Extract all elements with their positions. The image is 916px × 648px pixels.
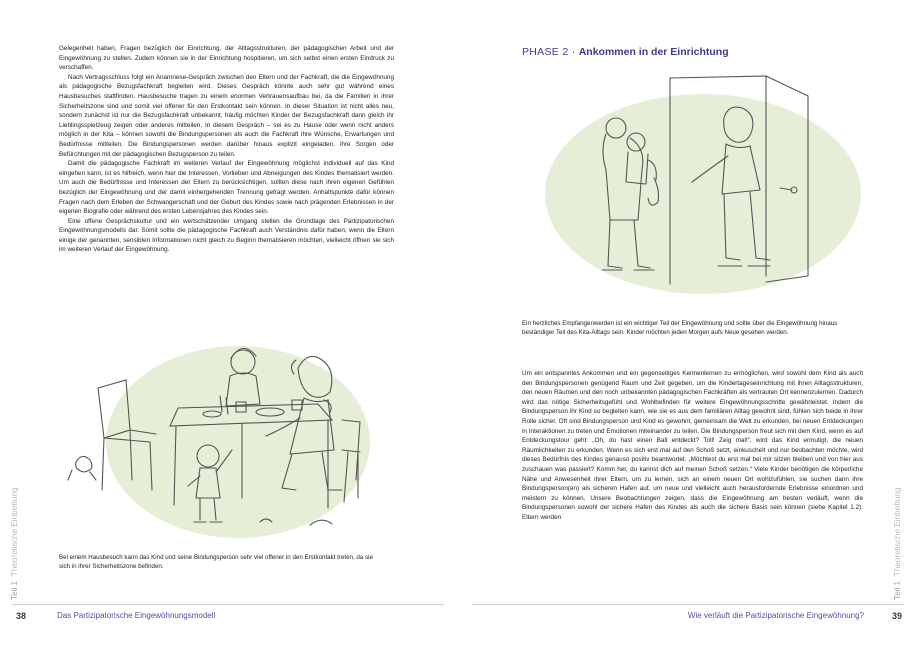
side-title: Theoretische Einbettung <box>10 487 19 577</box>
right-body-text <box>522 369 863 523</box>
paragraph: Damit die pädagogische Fachkraft im weiteren Verlauf der Eingewöhnung möglichst individuell auf das Kind eingehen kann, ist es hilfreich, wenn hier die Interessen, Vorlieben und Abneigungen des Kindes thematisiert werden. Um auch die Bedürfnisse und Interessen der Eltern zu berücksichtigen, sollten diese nach ihren eigenen Gefühlen bezüglich der Eingewöhnung und der damit einhergehenden Trennung gefragt werden. Anhaltspunkte dafür können Fragen nach dem Erleben der Schwangerschaft und der Geburt des Kindes sowie nach prägenden Erlebnissen in der eigenen Biografie oder während des ersten Lebensjahres des Kindes sein. <box>59 160 394 216</box>
right-page-number: 39 <box>891 611 902 621</box>
left-side-label <box>10 488 19 600</box>
left-body-text <box>59 44 394 255</box>
welcome-illustration <box>530 70 865 310</box>
right-footer-rule <box>472 604 904 605</box>
left-figure-caption: Bei einem Hausbesuch kann das Kind und seine Bindungsperson sehr viel offener in den Erstkontakt treten, da sie sich in ihrer Sicherheitszone befinden. <box>59 554 373 571</box>
home-visit-illustration <box>60 330 390 545</box>
side-part: Teil 1 <box>893 580 902 600</box>
side-title: Theoretische Einbettung <box>893 487 902 577</box>
paragraph: Um ein entspanntes Ankommen und ein gegenseitiges Kennenlernen zu ermöglichen, wird sowohl dem Kind als auch den Bindungspersonen genügend Raum und Zeit gegeben, um die Kindertageseinrichtung mit ihren Alltagsstrukturen, den neuen Räumen und den noch unbekannten pädagogischen Fachkräften als vertrauten Ort kennenzulernen. Dadurch wird das nötige Sicherheitsgefühl und Wohlbefinden für weitere Eingewöhnungsschritte gewährleistet. Indem die Bindungsperson ihr Kind so begleiten kann, wie sie es aus dem familiären Alltag gewohnt sind, fühlen sich beide in ihrer Rolle sicher. Oft sind Bindungsperson und Kind es gewohnt, gemeinsam die Welt zu erkunden, bei neuen Entdeckungen in Interaktionen zu treten und Emotionen miteinander zu teilen. Die Bindungsperson freut sich mit dem Kind, wenn es auf Entdeckungstour geht: „Oh, du hast einen Ball entdeckt? Toll! Zeig mal!“, wird das Kind ermutigt, die neuen Räumlichkeiten zu erkunden. Wenn es sich erst mal auf den Schoß setzt, einkuschelt und nur beobachten möchte, wird dieses Bedürfnis des Kindes genauso positiv beantwortet. „Möchtest du erst mal bei mir sitzen bleiben und von hier aus zuschauen was passiert? Komm her, du kannst dich auf meinen Schoß setzen.“ Viele Kinder benötigen die körperliche Nähe und Anwesenheit ihrer Eltern, um zu lernen, sich an einem neuen Ort wohlzufühlen, sie suchen dann ihre Bindungsperson(en) als sicheren Hafen auf, um neue und vielleicht auch herausfordernde Erlebnisse einordnen und meistern zu können. Unsere Beobachtungen zeigen, dass die Eingewöhnung am besten verläuft, wenn die Bindungspersonen sowohl der sichere Hafen des Kindes als auch die sichere Basis sein können (siehe Kapitel 1.2). Eltern werden <box>522 370 863 521</box>
phase-title: Ankommen in der Einrichtung <box>578 46 729 58</box>
phase-separator: · <box>571 46 576 58</box>
right-running-title: Wie verläuft die Partizipatorische Eingewöhnung? <box>687 611 864 620</box>
phase-heading <box>522 46 729 58</box>
phase-label: PHASE 2 <box>522 46 569 58</box>
left-page-number: 38 <box>16 611 27 621</box>
side-part: Teil 1 <box>10 580 19 600</box>
right-figure-caption: Ein herzliches Empfangenwerden ist ein wichtiger Teil der Eingewöhnung und sollte über die Eingewöhnung hinaus beständiger Teil des Kita-Alltags sein. Kinder möchten jeden Morgen aufs Neue gesehen werden. <box>522 320 838 337</box>
left-footer-rule <box>12 604 444 605</box>
paragraph: Nach Vertragsschluss folgt ein Anamnese-Gespräch zwischen den Eltern und der Fachkraft, die die Eingewöhnung als pädagogische Bezugsfachkraft begleiten wird. Dieses Gespräch könnte auch sehr gut während eines Hausbesuches stattfinden. Hausbesuche tragen zu einem enormen Vertrauensaufbau bei, da die Familien in ihrer Sicherheitszone sind und somit viel offener für den Erstkontakt sein können. In dieser Situation ist nicht alles neu, sondern zunächst ist nur die Bezugsfachkraft unbekannt, häufig möchten Kinder der Bezugsfachkraft dann gleich ihr Lieblingsspielzeug zeigen oder anderes mitteilen. In diesem Gespräch – sei es zu Hause oder wenn nicht anders möglich in der Kita – können sowohl die Bindungspersonen als auch die Fachkraft ihre Wünsche, Erwartungen und Bedürfnisse mitteilen. Die Bindungspersonen werden darüber hinaus explizit eingeladen, ihre Sorgen oder Befürchtungen mit der pädagogischen Bezugsperson zu teilen. <box>59 73 394 158</box>
right-side-label <box>893 488 902 600</box>
paragraph: Eine offene Gesprächskultur und ein wertschätzender Umgang stellen die Grundlage des Partizipatorischen Eingewöhnungsmodells dar. Somit sollte die pädagogische Fachkraft auch Verständnis dafür haben, wenn die Eltern einige der genannten, sensiblen Informationen nicht gleich zu Beginn thematisieren möchten, vielleicht öffnen sie sich im weiteren Verlauf der Eingewöhnung. <box>59 217 394 254</box>
paragraph: Gelegenheit haben, Fragen bezüglich der Einrichtung, der Alltagsstrukturen, der pädagogischen Arbeit und der Eingewöhnung zu stellen. Zudem können sie in der Einrichtung hospitieren, um sich selbst einen ersten Eindruck zu verschaffen. <box>59 45 394 72</box>
left-running-title: Das Partizipatorische Eingewöhnungsmodell <box>57 611 216 620</box>
